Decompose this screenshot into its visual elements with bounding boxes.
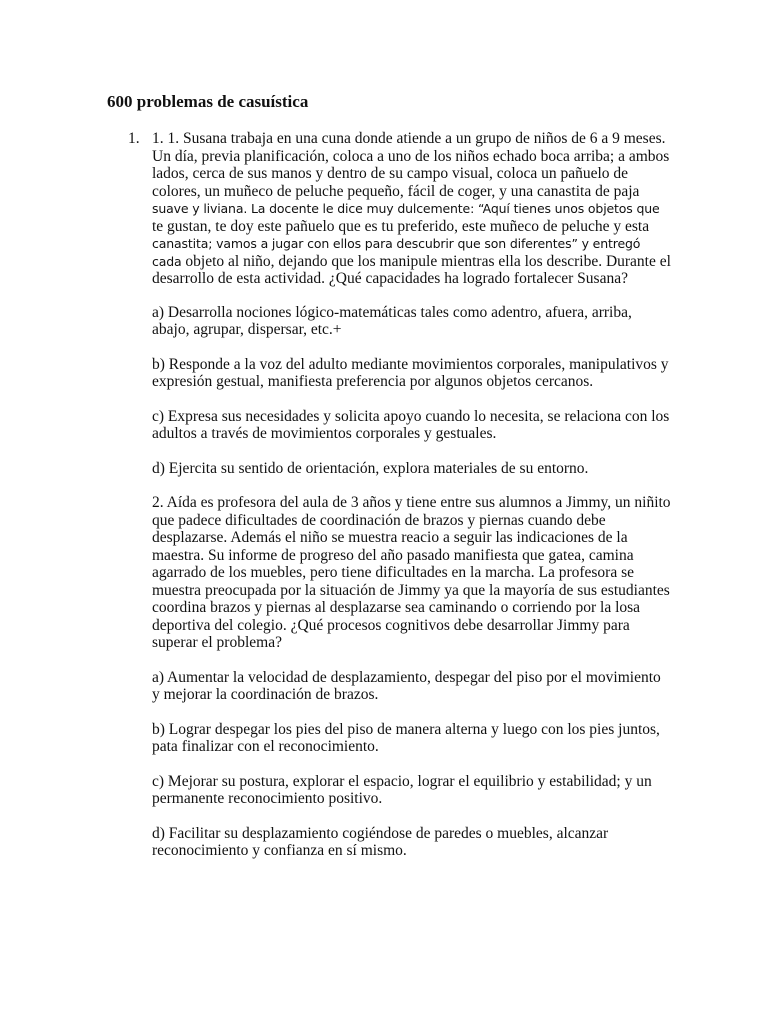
question-1-text-part: canastita; vamos a jugar con ellos para descubrir que son diferentes” y entregó cada [152, 236, 641, 269]
question-2-option-d: d) Facilitar su desplazamiento cogiéndose de paredes o muebles, alcanzar reconocimiento y confianza en sí mismo. [152, 824, 609, 859]
question-1-text-part: objeto al niño, dejando que los manipule mientras ella los describe. Durante el desarrollo de esta actividad. ¿Qué capacidades ha logrado fortalecer Susana? [152, 252, 671, 287]
document-title: 600 problemas de casuística [107, 92, 309, 111]
question-2-option-c: c) Mejorar su postura, explorar el espacio, lograr el equilibrio y estabilidad; y un permanente reconocimiento positivo. [152, 772, 652, 807]
question-1-text-part: te gustan, te doy este pañuelo que es tu preferido, este muñeco de peluche y esta [152, 217, 650, 235]
question-2-option-a: a) Aumentar la velocidad de desplazamiento, despegar del piso por el movimiento y mejorar la coordinación de brazos. [152, 668, 661, 703]
question-2-text: 2. Aída es profesora del aula de 3 años y tiene entre sus alumnos a Jimmy, un niñito que padece dificultades de coordinación de brazos y piernas cuando debe desplazarse. Además el niño se muestra reacio a seguir las indicaciones de la maestra. Su informe de progreso del año pasado manifiesta que gatea, camina agarrado de los muebles, pero tiene dificultades en la marcha. La profesora se muestra preocupada por la situación de Jimmy ya que la mayoría de sus estudiantes coordina brazos y piernas al desplazarse sea caminando o corriendo por la losa deportiva del colegio. ¿Qué procesos cognitivos debe desarrollar Jimmy para superar el problema? [152, 494, 671, 651]
question-1-option-c: c) Expresa sus necesidades y solicita apoyo cuando lo necesita, se relaciona con los adultos a través de movimientos corporales y gestuales. [152, 407, 670, 442]
question-1-option-b: b) Responde a la voz del adulto mediante movimientos corporales, manipulativos y expresión gestual, manifiesta preferencia por algunos objetos cercanos. [152, 355, 669, 390]
list-number: 1. [128, 130, 140, 147]
question-1-text [152, 130, 672, 288]
question-1-text-part: 1. 1. Susana trabaja en una cuna donde atiende a un grupo de niños de 6 a 9 meses. Un día, previa planificación, coloca a uno de los niños echado boca arriba; a ambos lados, cerca de sus manos y dentro de su campo visual, coloca un pañuelo de colores, un muñeco de peluche pequeño, fácil de coger, y una canastita de paja [152, 130, 670, 200]
question-list [152, 130, 672, 860]
question-1-option-a: a) Desarrolla nociones lógico-matemáticas tales como adentro, afuera, arriba, abajo, agrupar, dispersar, etc.+ [152, 303, 632, 338]
question-1-option-d: d) Ejercita su sentido de orientación, explora materiales de su entorno. [152, 459, 589, 477]
question-1-text-part: suave y liviana. La docente le dice muy dulcemente: “Aquí tienes unos objetos que [152, 201, 660, 216]
question-2-option-b: b) Lograr despegar los pies del piso de manera alterna y luego con los pies juntos, pata finalizar con el reconocimiento. [152, 720, 660, 755]
